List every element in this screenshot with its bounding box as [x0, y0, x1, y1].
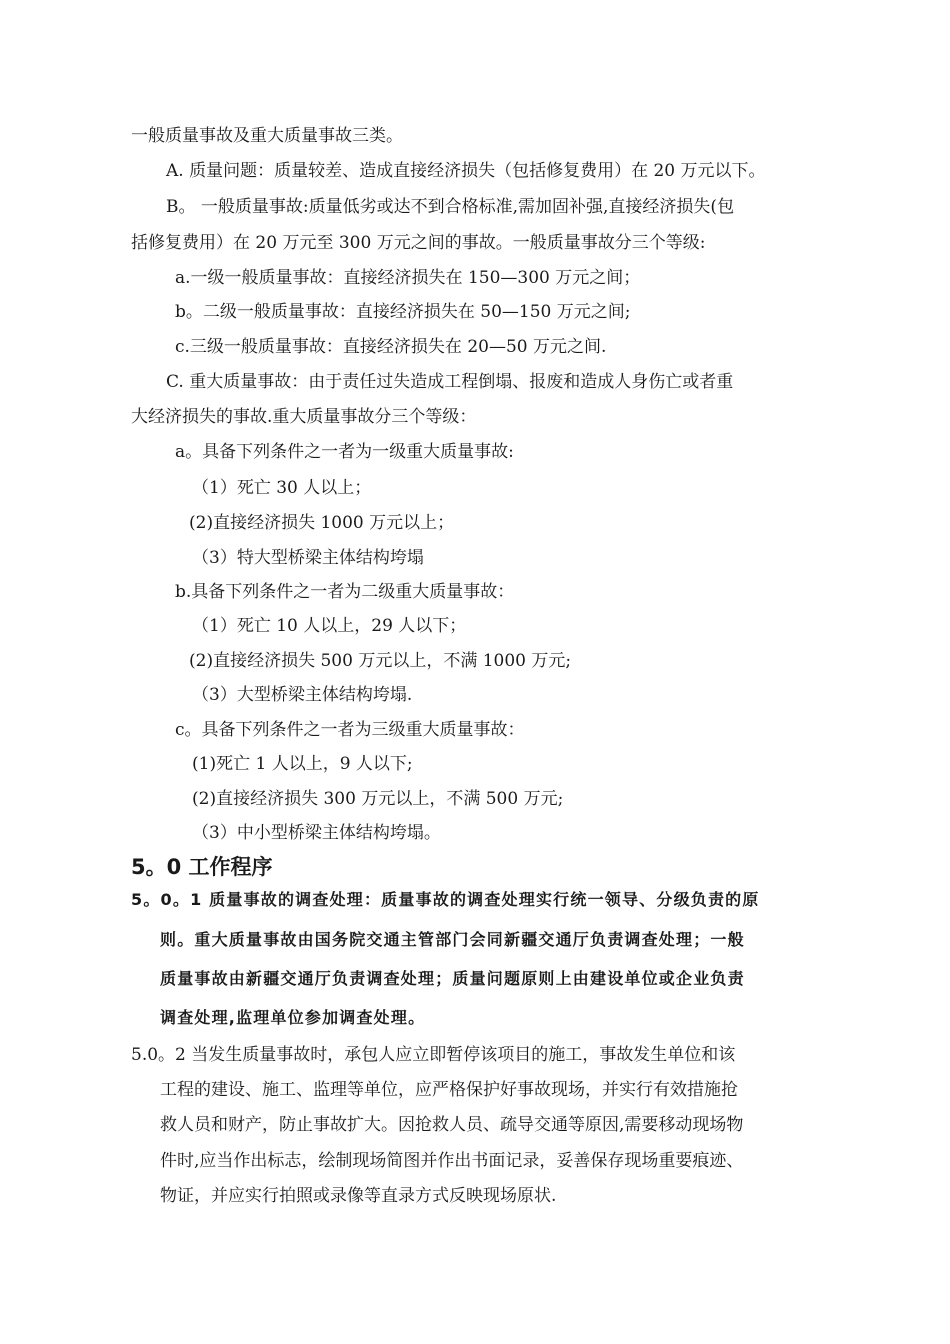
general-grade-c: c.三级一般质量事故：直接经济损失在 20—50 万元之间. [175, 337, 607, 357]
major-grade-a-item-1: （1）死亡 30 人以上； [192, 478, 372, 498]
major-grade-c-item-2: (2)直接经济损失 300 万元以上，不满 500 万元; [192, 789, 564, 809]
paragraph-2-line-4: 件时,应当作出标志，绘制现场简图并作出书面记录，妥善保存现场重要痕迹、 [160, 1151, 744, 1171]
paragraph-1-line-1: 5。0。1 质量事故的调查处理：质量事故的调查处理实行统一领导、分级负责的原 [131, 890, 760, 909]
intro-line: 一般质量事故及重大质量事故三类。 [131, 126, 403, 146]
paragraph-1-line-3: 质量事故由新疆交通厅负责调查处理；质量问题原则上由建设单位或企业负责 [160, 969, 745, 988]
major-grade-b-item-2: (2)直接经济损失 500 万元以上，不满 1000 万元; [189, 651, 572, 671]
section-b-line-2: 括修复费用）在 20 万元至 300 万元之间的事故。一般质量事故分三个等级: [131, 233, 706, 253]
section-c-line-2: 大经济损失的事故.重大质量事故分三个等级： [131, 407, 477, 427]
paragraph-1-line-4: 调查处理,监理单位参加调查处理。 [160, 1008, 426, 1027]
paragraph-2-line-3: 救人员和财产，防止事故扩大。因抢救人员、疏导交通等原因,需要移动现场物 [160, 1115, 744, 1135]
paragraph-2-line-2: 工程的建设、施工、监理等单位，应严格保护好事故现场，并实行有效措施抢 [160, 1080, 738, 1100]
section-c-line-1: C. 重大质量事故：由于责任过失造成工程倒塌、报废和造成人身伤亡或者重 [166, 372, 734, 392]
general-grade-b: b。二级一般质量事故：直接经济损失在 50—150 万元之间; [175, 302, 631, 322]
section-a-text: A. 质量问题：质量较差、造成直接经济损失（包括修复费用）在 20 万元以下。 [166, 161, 766, 181]
paragraph-1-line-2: 则。重大质量事故由国务院交通主管部门会同新疆交通厅负责调查处理；一般 [160, 930, 745, 949]
major-grade-a-item-2: (2)直接经济损失 1000 万元以上； [189, 513, 455, 533]
major-grade-b-item-3: （3）大型桥梁主体结构垮塌. [192, 685, 413, 705]
paragraph-2-line-5: 物证，并应实行拍照或录像等直录方式反映现场原状. [160, 1186, 557, 1206]
major-grade-b-item-1: （1）死亡 10 人以上，29 人以下； [192, 616, 467, 636]
paragraph-2-line-1: 5.0。2 当发生质量事故时，承包人应立即暂停该项目的施工，事故发生单位和该 [131, 1045, 736, 1065]
section-b-line-1: B。 一般质量事故:质量低劣或达不到合格标准,需加固补强,直接经济损失(包 [166, 197, 735, 217]
major-grade-a-item-3: （3）特大型桥梁主体结构垮塌 [192, 548, 424, 568]
section-heading: 5。0 工作程序 [131, 855, 273, 879]
major-grade-a-title: a。具备下列条件之一者为一级重大质量事故: [175, 442, 514, 462]
major-grade-c-item-1: (1)死亡 1 人以上，9 人以下; [192, 754, 413, 774]
general-grade-a: a.一级一般质量事故：直接经济损失在 150—300 万元之间； [175, 268, 641, 288]
major-grade-c-item-3: （3）中小型桥梁主体结构垮塌。 [192, 823, 441, 843]
major-grade-b-title: b.具备下列条件之一者为二级重大质量事故： [175, 582, 515, 602]
major-grade-c-title: c。具备下列条件之一者为三级重大质量事故： [175, 720, 525, 740]
